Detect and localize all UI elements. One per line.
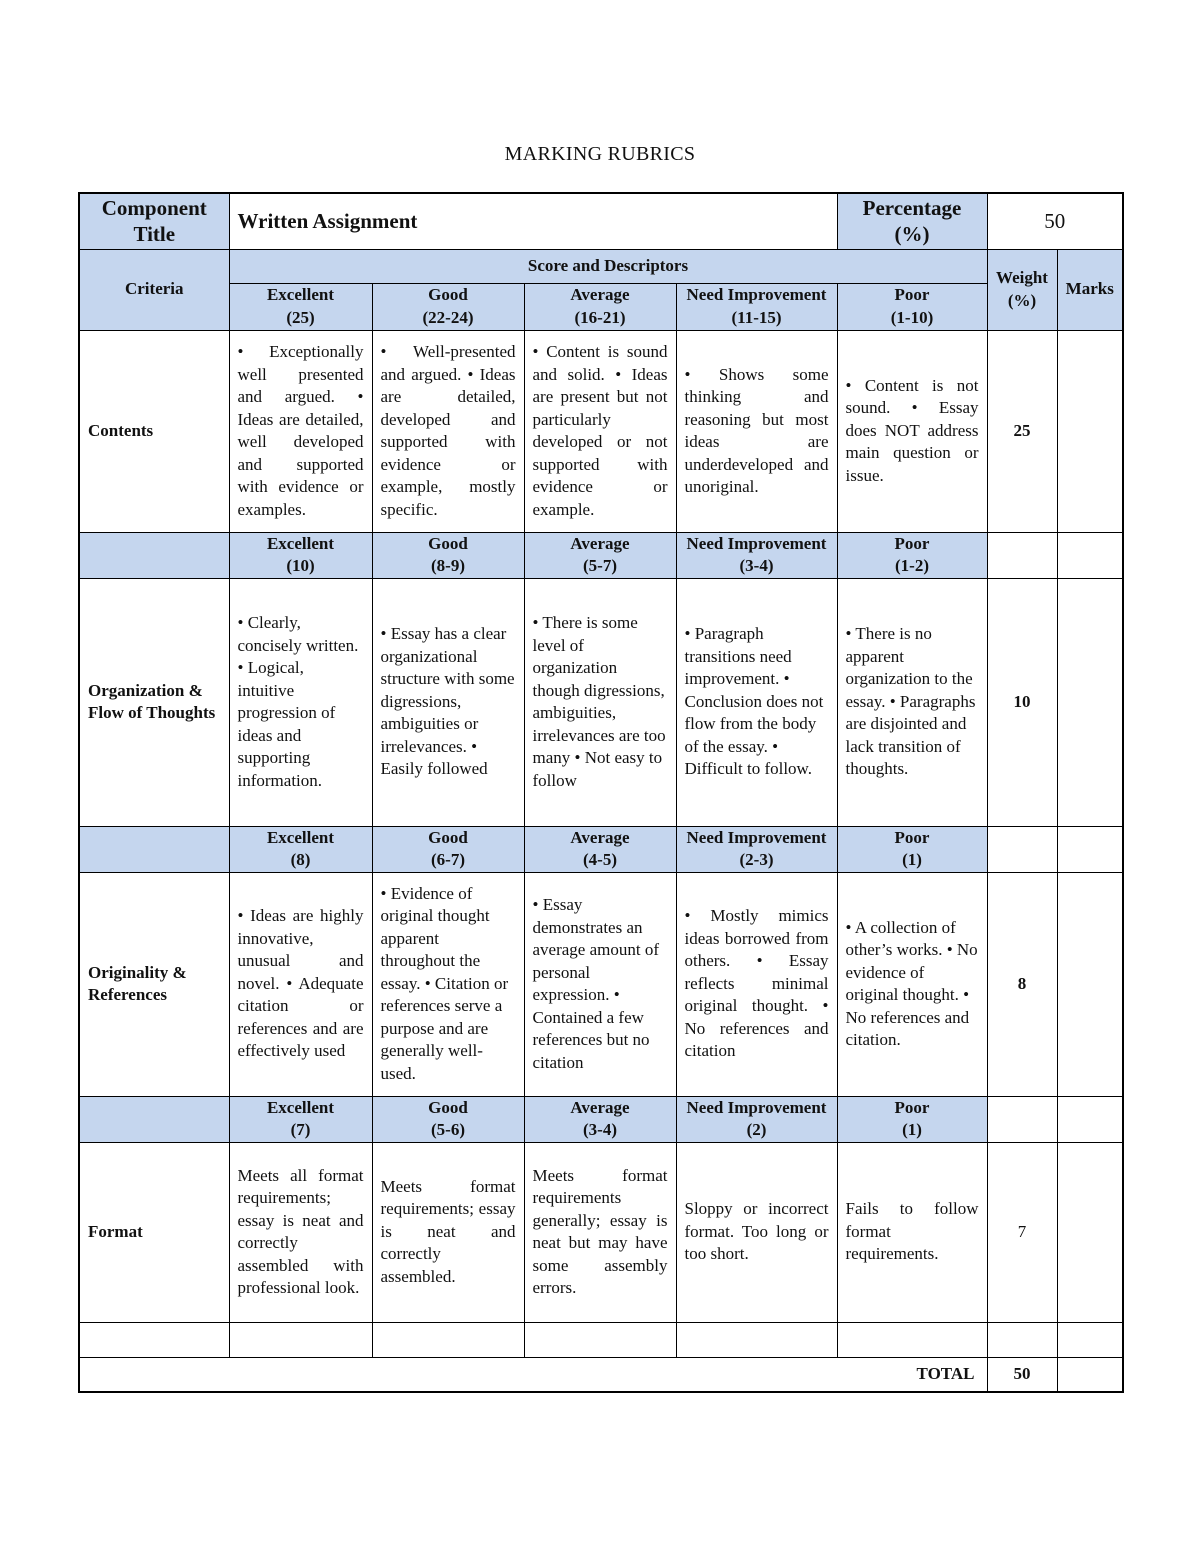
level-cell xyxy=(837,1096,987,1142)
level-name: Poor xyxy=(894,285,930,304)
criterion-row xyxy=(79,578,1123,826)
level-name: Good xyxy=(428,533,468,553)
empty-cell xyxy=(372,1322,524,1357)
level-cell xyxy=(837,283,987,330)
descriptor-cell: • Content is sound and solid. • Ideas are present but not particularly developed or not supported with evidence or example. xyxy=(524,330,676,532)
level-name: Average xyxy=(570,533,630,553)
weight-value: 10 xyxy=(987,578,1057,826)
level-name: Poor xyxy=(894,1097,930,1117)
descriptor-cell: Meets format requirements generally; essay is neat but may have some assembly errors. xyxy=(524,1142,676,1322)
descriptor-cell: • Ideas are highly innovative, unusual and novel. • Adequate citation or references and are effectively used xyxy=(229,872,372,1096)
level-name: Need Improvement xyxy=(686,1097,827,1117)
level-cell xyxy=(676,532,837,578)
level-range: (5-7) xyxy=(583,556,617,575)
criterion-row xyxy=(79,1142,1123,1322)
level-range: (7) xyxy=(290,1120,311,1139)
level-range: (3-4) xyxy=(583,1120,617,1139)
level-range: (1) xyxy=(902,850,922,869)
level-cell xyxy=(676,1096,837,1142)
marks-label: Marks xyxy=(1057,249,1123,330)
empty-cell xyxy=(1057,1322,1123,1357)
level-row xyxy=(79,283,1123,330)
level-cell xyxy=(837,532,987,578)
criterion-label: Organization & Flow of Thoughts xyxy=(79,578,229,826)
level-cell xyxy=(524,1096,676,1142)
descriptor-cell: • Evidence of original thought apparent throughout the essay. • Citation or references serve a purpose and are generally well-used. xyxy=(372,872,524,1096)
empty-cell xyxy=(837,1322,987,1357)
weight-blank xyxy=(987,532,1057,578)
level-range: (25) xyxy=(286,307,315,327)
percentage-value: 50 xyxy=(987,193,1123,249)
level-range: (1-10) xyxy=(890,307,934,327)
descriptor-cell: Sloppy or incorrect format. Too long or too short. xyxy=(676,1142,837,1322)
descriptor-cell: • There is no apparent organization to the essay. • Paragraphs are disjointed and lack transition of thoughts. xyxy=(837,578,987,826)
descriptor-cell: Meets all format requirements; essay is neat and correctly assembled with professional look. xyxy=(229,1142,372,1322)
descriptor-cell: • Essay demonstrates an average amount of personal expression. • Contained a few references but no citation xyxy=(524,872,676,1096)
level-range: (22-24) xyxy=(422,307,474,327)
total-marks-cell xyxy=(1057,1357,1123,1392)
marks-cell xyxy=(1057,872,1123,1096)
total-value: 50 xyxy=(987,1357,1057,1392)
level-range: (5-6) xyxy=(431,1120,465,1139)
marks-blank xyxy=(1057,826,1123,872)
level-range: (2) xyxy=(746,1120,767,1139)
level-name: Average xyxy=(570,1097,630,1117)
descriptor-cell: • Essay has a clear organizational structure with some digressions, ambiguities or irrelevances. • Easily followed xyxy=(372,578,524,826)
marks-cell xyxy=(1057,1142,1123,1322)
level-range: (2-3) xyxy=(739,850,774,869)
marks-blank xyxy=(1057,1096,1123,1142)
total-label: TOTAL xyxy=(79,1357,987,1392)
level-cell xyxy=(676,283,837,330)
level-cell xyxy=(524,532,676,578)
rubric-table xyxy=(78,192,1124,1393)
level-cell xyxy=(229,283,372,330)
criteria-label: Criteria xyxy=(79,249,229,330)
level-range: (8) xyxy=(290,850,311,869)
criterion-row xyxy=(79,872,1123,1096)
level-row xyxy=(79,1096,1123,1142)
component-row xyxy=(79,193,1123,249)
weight-value: 7 xyxy=(987,1142,1057,1322)
criterion-row xyxy=(79,330,1123,532)
level-cell xyxy=(372,283,524,330)
level-cell xyxy=(524,283,676,330)
level-name: Need Improvement xyxy=(686,827,827,847)
descriptor-cell: Meets format requirements; essay is neat and correctly assembled. xyxy=(372,1142,524,1322)
descriptor-cell: • Paragraph transitions need improvement. • Conclusion does not flow from the body of the essay. • Difficult to follow. xyxy=(676,578,837,826)
criterion-label: Contents xyxy=(79,330,229,532)
weight-value: 25 xyxy=(987,330,1057,532)
level-range: (1) xyxy=(902,1120,922,1139)
level-name: Need Improvement xyxy=(686,533,827,553)
level-row xyxy=(79,826,1123,872)
weight-value: 8 xyxy=(987,872,1057,1096)
page-title: MARKING RUBRICS xyxy=(504,143,696,165)
level-cell xyxy=(837,826,987,872)
descriptor-cell: • Mostly mimics ideas borrowed from others. • Essay reflects minimal original thought. • No references and citation xyxy=(676,872,837,1096)
level-cell xyxy=(372,1096,524,1142)
percentage-label: Percentage (%) xyxy=(837,193,987,249)
level-name: Excellent xyxy=(266,1097,335,1117)
level-range: (3-4) xyxy=(739,556,774,575)
descriptor-cell: • A collection of other’s works. • No evidence of original thought. • No references and citation. xyxy=(837,872,987,1096)
criterion-label: Originality & References xyxy=(79,872,229,1096)
level-name: Excellent xyxy=(266,533,335,553)
level-name: Poor xyxy=(894,533,930,553)
marks-blank xyxy=(1057,532,1123,578)
weight-blank xyxy=(987,826,1057,872)
criterion-label: Format xyxy=(79,1142,229,1322)
marks-cell xyxy=(1057,578,1123,826)
descriptor-cell: • Content is not sound. • Essay does NOT address main question or issue. xyxy=(837,330,987,532)
level-row-spacer xyxy=(79,532,229,578)
marks-cell xyxy=(1057,330,1123,532)
component-title-value: Written Assignment xyxy=(229,193,837,249)
level-range: (4-5) xyxy=(583,850,617,869)
level-range: (6-7) xyxy=(431,850,465,869)
descriptor-cell: • Shows some thinking and reasoning but most ideas are underdeveloped and unoriginal. xyxy=(676,330,837,532)
level-name: Excellent xyxy=(266,827,335,847)
level-name: Good xyxy=(428,285,468,304)
level-row-spacer xyxy=(79,1096,229,1142)
level-cell xyxy=(676,826,837,872)
level-range: (10) xyxy=(286,556,315,575)
level-cell xyxy=(524,826,676,872)
level-name: Good xyxy=(428,827,468,847)
level-range: (11-15) xyxy=(731,307,782,327)
level-range: (1-2) xyxy=(895,556,929,575)
total-row xyxy=(79,1357,1123,1392)
level-row-spacer xyxy=(79,826,229,872)
level-cell xyxy=(372,826,524,872)
weight-blank xyxy=(987,1096,1057,1142)
level-cell xyxy=(229,1096,372,1142)
empty-cell xyxy=(524,1322,676,1357)
score-descriptors-label: Score and Descriptors xyxy=(229,249,987,283)
level-cell xyxy=(229,826,372,872)
empty-cell xyxy=(676,1322,837,1357)
level-cell xyxy=(229,532,372,578)
component-title-label: Component Title xyxy=(79,193,229,249)
descriptor-cell: • Well-presented and argued. • Ideas are detailed, developed and supported with evidence or example, mostly specific. xyxy=(372,330,524,532)
level-name: Average xyxy=(570,827,630,847)
level-name: Need Improvement xyxy=(686,285,827,304)
descriptor-cell: • Exceptionally well presented and argued. • Ideas are detailed, well developed and supported with evidence or examples. xyxy=(229,330,372,532)
weight-label: Weight (%) xyxy=(987,249,1057,330)
level-name: Excellent xyxy=(266,285,335,304)
descriptor-cell: • There is some level of organization though digressions, ambiguities, irrelevances are too many • Not easy to follow xyxy=(524,578,676,826)
score-header-row xyxy=(79,249,1123,283)
level-row xyxy=(79,532,1123,578)
descriptor-cell: • Clearly, concisely written. • Logical, intuitive progression of ideas and supporting information. xyxy=(229,578,372,826)
empty-cell xyxy=(79,1322,229,1357)
empty-row xyxy=(79,1322,1123,1357)
level-name: Average xyxy=(570,285,630,304)
level-name: Good xyxy=(428,1097,468,1117)
empty-cell xyxy=(229,1322,372,1357)
level-cell xyxy=(372,532,524,578)
level-name: Poor xyxy=(894,827,930,847)
descriptor-cell: Fails to follow format requirements. xyxy=(837,1142,987,1322)
level-range: (8-9) xyxy=(431,556,465,575)
empty-cell xyxy=(987,1322,1057,1357)
level-range: (16-21) xyxy=(574,307,626,327)
